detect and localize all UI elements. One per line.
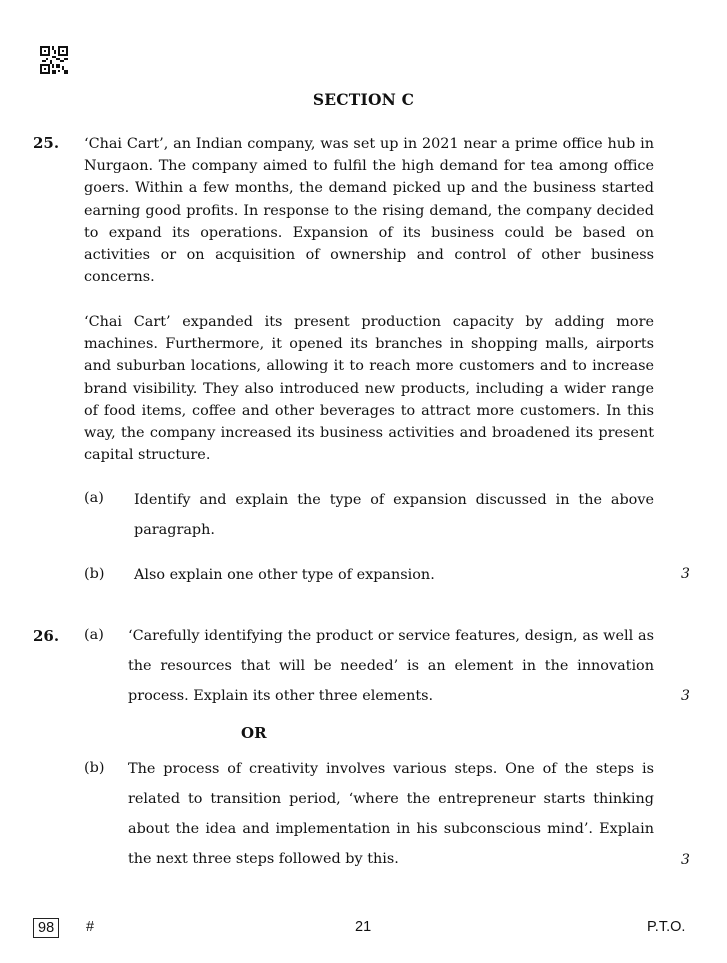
- section-title: SECTION C: [312, 90, 415, 109]
- or-label: OR: [241, 724, 267, 742]
- q26-b-label: (b): [84, 760, 105, 776]
- qr-code-icon: [40, 46, 68, 74]
- question-number-26: 26.: [33, 627, 60, 645]
- q25-paragraph-1: ‘Chai Cart’, an Indian company, was set up in 2021 near a prime office hub in Nurgaon. The company aimed to fulfil the high demand for tea among office goers. Within a few months, the demand picked up and the business started earning good profits. In response to the rising demand, the company decided to expand its operations. Expansion of its business could be based on activities or on acquisition of ownership and control of other business concerns.: [84, 136, 654, 286]
- pto-label: P.T.O.: [647, 919, 686, 935]
- page-number: 21: [355, 919, 372, 935]
- q26-a-marks: 3: [681, 688, 690, 704]
- q25-b-label: (b): [84, 566, 105, 582]
- q26-a-text: ‘Carefully identifying the product or service features, design, as well as the resources that will be needed’ is an element in the innovation process. Explain its other three elements.: [128, 628, 654, 704]
- paper-code-box: 98: [33, 918, 59, 938]
- q25-b-text: Also explain one other type of expansion.: [134, 567, 435, 583]
- q25-paragraph-2: ‘Chai Cart’ expanded its present production capacity by adding more machines. Furthermore, it opened its branches in shopping malls, airports and suburban locations, allowing it to reach more customers and to increase brand visibility. They also introduced new products, including a wider range of food items, coffee and other beverages to attract more customers. In this way, the company increased its business activities and broadened its present capital structure.: [84, 314, 654, 464]
- footer-hash: #: [86, 919, 95, 935]
- q26-b-text: The process of creativity involves various steps. One of the steps is related to transition period, ‘where the entrepreneur starts thinking about the idea and implementation in his subconscious mind’. Explain the next three steps followed by this.: [128, 761, 654, 867]
- q25-marks: 3: [681, 566, 690, 582]
- q26-b-marks: 3: [681, 852, 690, 868]
- q26-a-label: (a): [84, 627, 104, 643]
- q25-a-label: (a): [84, 490, 104, 506]
- question-number-25: 25.: [33, 134, 60, 152]
- q25-a-text: Identify and explain the type of expansion discussed in the above paragraph.: [134, 492, 654, 538]
